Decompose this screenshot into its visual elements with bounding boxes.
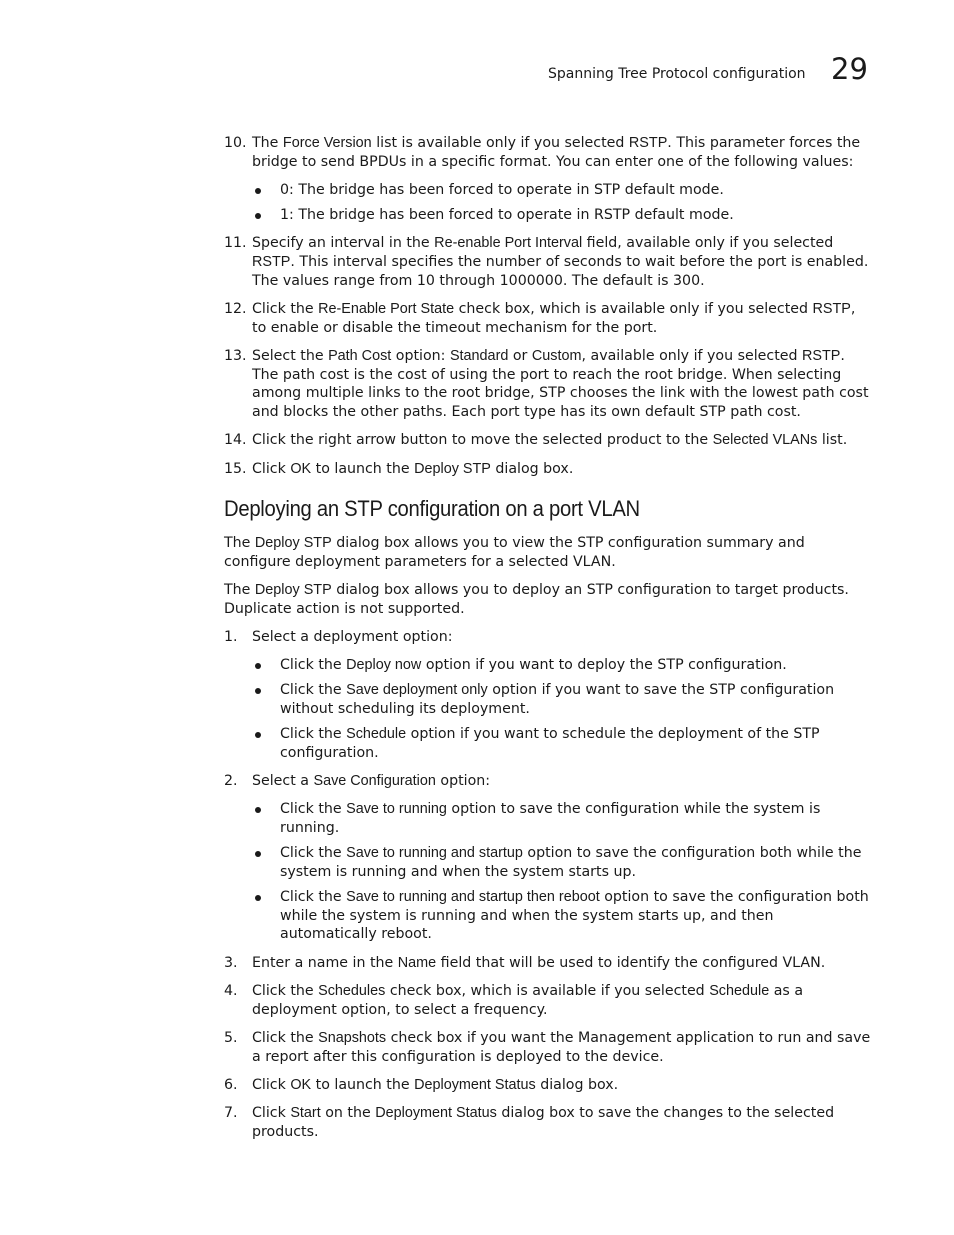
steps-list-continued [224,134,872,478]
text-run: on the [320,1105,376,1122]
text-run: option if you want to schedule the deployment of the STP configuration. [280,726,820,761]
step-text [252,628,872,647]
bullet-item [252,725,872,762]
text-run: dialog box. [490,460,574,477]
text-run: Select the [252,348,329,364]
step-text [252,954,872,973]
text-run: list is available only if you selected [371,135,629,151]
text-run: dialog box. [535,1076,619,1093]
step-item [224,347,872,422]
bullet-icon [255,851,261,857]
step-number: 11. [224,235,247,252]
page-content [224,134,872,1151]
step-text [252,982,872,1019]
text-run: , available only if you selected [581,348,803,364]
ui-term: Snapshots [318,1029,387,1046]
ui-term: Deploy now [346,657,422,674]
ui-term: Save deployment only [346,682,488,699]
text-run: The [252,135,283,151]
ui-term: Save to running and startup then reboot [346,888,600,905]
text-run: to launch the [311,460,415,477]
ui-term: RSTP [812,301,851,317]
step-text [252,300,872,337]
step-number: 13. [224,348,247,364]
step-text [252,1104,872,1141]
step-text [252,234,872,290]
text-run: Click [252,460,291,477]
bullet-item [252,681,872,718]
step-item [224,628,872,762]
text-run: Enter a name in the [252,954,398,971]
text-run: option: [435,773,491,790]
step-item [224,954,872,973]
step-item [224,431,872,450]
text-run: field that will be used to identify the configured VLAN. [436,954,826,971]
text-run: option: [391,348,450,364]
text-run: Click the right arrow button to move the selected product to the [252,432,713,449]
ui-term: Start [290,1105,321,1122]
text-run: Select a [252,773,314,790]
text-run: Click the [280,845,347,862]
text-run: option if you want to save the STP configuration without scheduling its deployment. [280,682,835,718]
text-run: Click the [280,888,347,905]
bullet-icon [255,213,261,219]
ui-term: Path Cost [328,348,392,364]
step-number: 15. [224,460,247,477]
text-run: list. [817,432,848,449]
deployment-steps-list [224,628,872,1141]
text-run: Click the [280,726,347,743]
step-text [252,1029,872,1066]
step-item [224,300,872,337]
bullet-icon [255,663,261,669]
step-number: 5. [224,1029,238,1046]
chapter-number: 29 [831,52,868,86]
bullet-item [252,206,872,225]
step-text [252,772,872,791]
step-number: 6. [224,1076,238,1093]
ui-term: Re-Enable Port State [318,301,455,317]
step-text [252,134,872,171]
ui-term: Schedule [709,982,770,999]
step-number: 1. [224,629,238,646]
ui-term: Custom [531,348,582,364]
bullet-icon [255,188,261,194]
bullet-icon [255,807,261,813]
text-run: , to enable or disable the timeout mechanism for the port. [252,301,856,336]
step-number: 12. [224,301,247,317]
bullet-item [252,888,872,944]
text-run: check box, which is available only if you selected [454,301,813,317]
step-item [224,982,872,1019]
bullet-item [252,181,872,200]
text-run: option to save the configuration while the system is running. [280,801,821,837]
ui-term: Re-enable Port Interval [434,235,583,252]
text-run: dialog box to save the changes to the selected products. [252,1105,835,1140]
text-run: Click the [280,682,347,699]
ui-term: Force Version [282,135,372,151]
bullet-item [252,844,872,881]
text-run: . This interval specifies the number of seconds to wait before the port is enabled. The values range from 10 through 1000000. The default is 300. [252,254,869,289]
ui-term: Deploy STP [414,460,491,477]
step-text [252,347,872,422]
step-item [224,1104,872,1141]
step-item [224,134,872,225]
step-text [252,460,872,479]
section-heading: Deploying an STP configuration on a port VLAN [224,496,640,522]
text-run: The [224,535,255,552]
text-run: to launch the [311,1076,415,1093]
text-run: option if you want to deploy the STP configuration. [421,657,787,674]
step-item [224,234,872,290]
text-run: dialog box allows you to deploy an STP configuration to target products. Duplicate action is not supported. [224,582,849,617]
text-run: Click the [252,1029,319,1046]
text-run: or [508,348,532,364]
chapter-title: Spanning Tree Protocol configuration [548,66,806,82]
text-run: Select a deployment option: [252,629,453,646]
ui-term: Deploy STP [254,535,332,552]
text-run: The [224,582,255,599]
bullet-list [252,800,872,944]
bullet-list [252,656,872,762]
text-run: . This parameter forces the bridge to send BPDUs in a specific format. You can enter one of the following values: [252,135,861,170]
ui-term: RSTP [628,135,668,151]
step-number: 10. [224,135,247,151]
bullet-icon [255,688,261,694]
text-run: as a deployment option, to select a frequency. [252,982,804,1018]
ui-term: Deployment Status [375,1105,497,1122]
text-run: 1: The bridge has been forced to operate in RSTP default mode. [280,207,734,223]
ui-term: RSTP [252,254,291,270]
step-item [224,1029,872,1066]
body-paragraph [224,534,872,571]
text-run: Specify an interval in the [252,235,435,252]
ui-term: Schedules [318,982,386,999]
text-run: Click the [252,301,319,317]
text-run: option to save the configuration both while the system is running and when the system starts up, and then automatically reboot. [280,888,869,943]
ui-term: Deployment Status [414,1076,536,1093]
bullet-icon [255,732,261,738]
step-number: 14. [224,432,247,449]
bullet-item [252,656,872,675]
body-paragraph [224,581,872,618]
text-run: field, available only if you selected [582,235,834,252]
text-run: check box if you want the Management application to run and save a report after this configuration is deployed to the device. [252,1029,871,1065]
step-number: 2. [224,773,238,790]
step-item [224,460,872,479]
ui-term: Save Configuration [313,773,436,790]
ui-term: OK [290,1076,312,1093]
ui-term: Save to running [346,801,447,818]
ui-term: Deploy STP [254,582,332,599]
ui-term: Save to running and startup [346,845,523,862]
text-run: Click the [280,657,347,674]
step-number: 4. [224,982,238,999]
step-item [224,1076,872,1095]
step-text [252,1076,872,1095]
step-text [252,431,872,450]
ui-term: Schedule [346,726,407,743]
bullet-icon [255,895,261,901]
text-run: dialog box allows you to view the STP configuration summary and configure deployment parameters for a selected VLAN. [224,535,805,570]
section-intro [224,534,872,618]
text-run: 0: The bridge has been forced to operate in STP default mode. [280,182,724,198]
text-run: Click [252,1105,291,1122]
text-run: . The path cost is the cost of using the port to reach the root bridge. When selecting among multiple links to the root bridge, STP chooses the link with the lowest path cost and blocks the other paths. Each port type has its own default STP path cost. [252,348,869,421]
text-run: Click the [252,982,319,999]
text-run: Click [252,1076,291,1093]
text-run: Click the [280,801,347,818]
ui-term: Selected VLANs [712,432,818,449]
ui-term: OK [290,460,312,477]
step-number: 3. [224,954,238,971]
text-run: check box, which is available if you selected [385,982,710,999]
ui-term: Name [397,954,437,971]
step-item [224,772,872,944]
ui-term: Standard [449,348,509,364]
bullet-list [252,181,872,225]
bullet-item [252,800,872,837]
step-number: 7. [224,1105,238,1122]
ui-term: RSTP [802,348,841,364]
text-run: option to save the configuration both while the system is running and when the system starts up. [280,845,862,880]
